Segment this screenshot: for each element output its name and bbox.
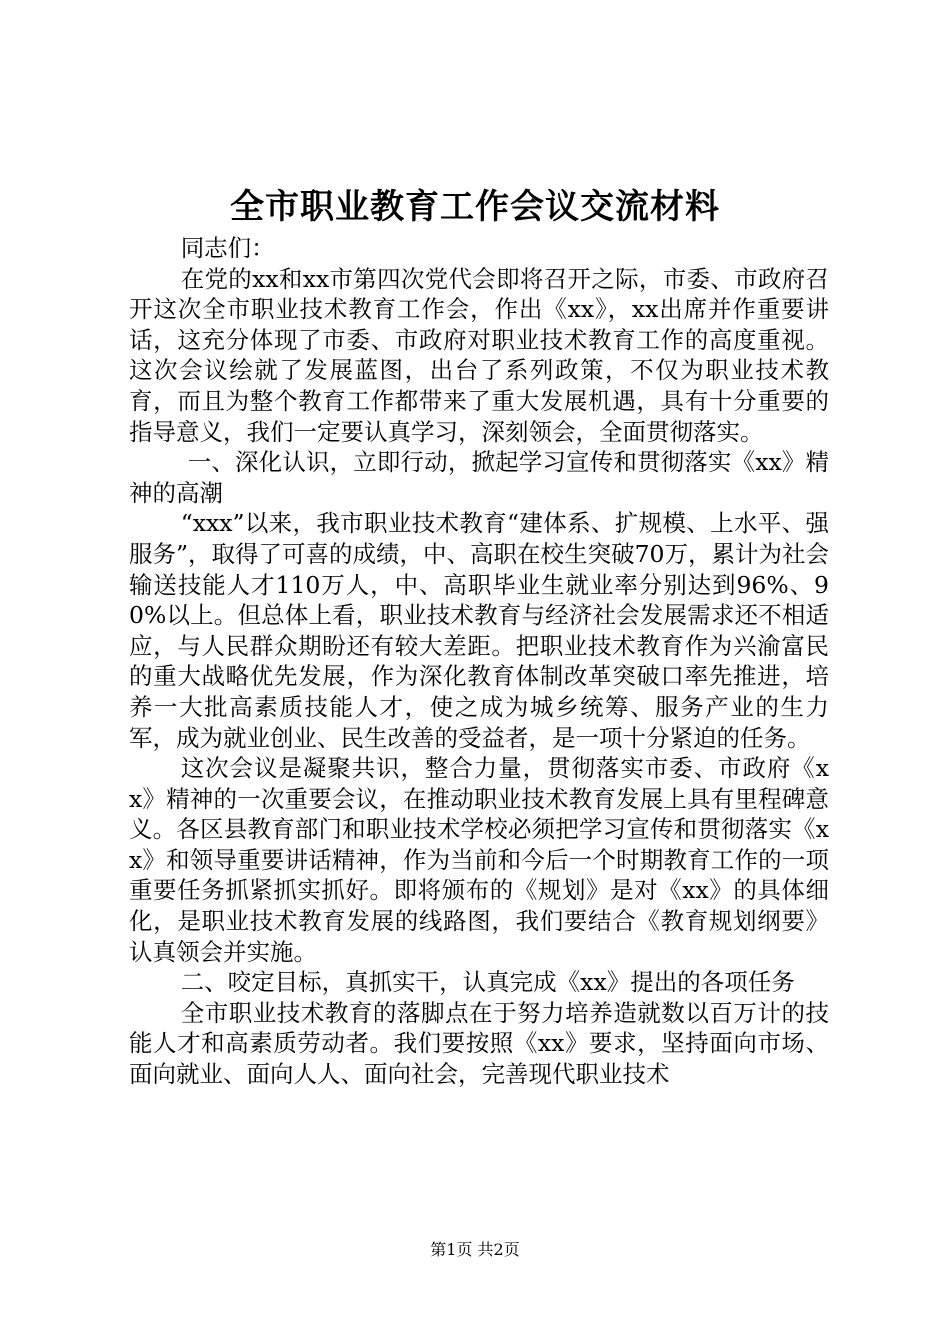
body-paragraph: 在党的xx和xx市第四次党代会即将召开之际，市委、市政府召开这次全市职业技术教育工作会，作出《xx》，xx出席并作重要讲话，这充分体现了市委、市政府对职业技术教育工作的高度重视。这次会议绘就了发展蓝图，出台了系列政策，不仅为职业技术教育，而且为整个教育工作都带来了重大发展机遇，具有十分重要的指导意义，我们一定要认真学习，深刻领会，全面贯彻落实。 — [129, 264, 829, 446]
salutation-paragraph: 同志们： — [180, 234, 275, 262]
section-heading-2: 二、咬定目标，真抓实干，认真完成《xx》提出的各项任务 — [180, 968, 795, 997]
body-paragraph: 全市职业技术教育的落脚点在于努力培养造就数以百万计的技能人才和高素质劳动者。我们要按照《xx》要求，坚持面向市场、面向就业、面向人人、面向社会，完善现代职业技术 — [129, 998, 829, 1089]
document-body — [129, 233, 829, 1090]
body-paragraph: 这次会议是凝聚共识，整合力量，贯彻落实市委、市政府《xx》精神的一次重要会议，在推动职业技术教育发展上具有里程碑意义。各区县教育部门和职业技术学校必须把学习宣传和贯彻落实《xx》和领导重要讲话精神，作为当前和今后一个时期教育工作的一项重要任务抓紧抓实抓好。即将颁布的《规划》是对《xx》的具体细化，是职业技术教育发展的线路图，我们要结合《教育规划纲要》认真领会并实施。 — [129, 754, 829, 966]
section-heading-1: 一、深化认识，立即行动，掀起学习宣传和贯彻落实《xx》精神的高潮 — [129, 448, 829, 507]
page-number-footer: 第1页 共2页 — [430, 1240, 520, 1259]
body-paragraph: “xxx”以来，我市职业技术教育“建体系、扩规模、上水平、强服务”，取得了可喜的成绩，中、高职在校生突破70万，累计为社会输送技能人才110万人，中、高职毕业生就业率分别达到96%、90%以上。但总体上看，职业技术教育与经济社会发展需求还不相适应，与人民群众期盼还有较大差距。把职业技术教育作为兴渝富民的重大战略优先发展，作为深化教育体制改革突破口率先推进，培养一大批高素质技能人才，使之成为城乡统筹、服务产业的生力军，成为就业创业、民生改善的受益者，是一项十分紧迫的任务。 — [129, 509, 829, 752]
document-title: 全市职业教育工作会议交流材料 — [230, 187, 720, 227]
